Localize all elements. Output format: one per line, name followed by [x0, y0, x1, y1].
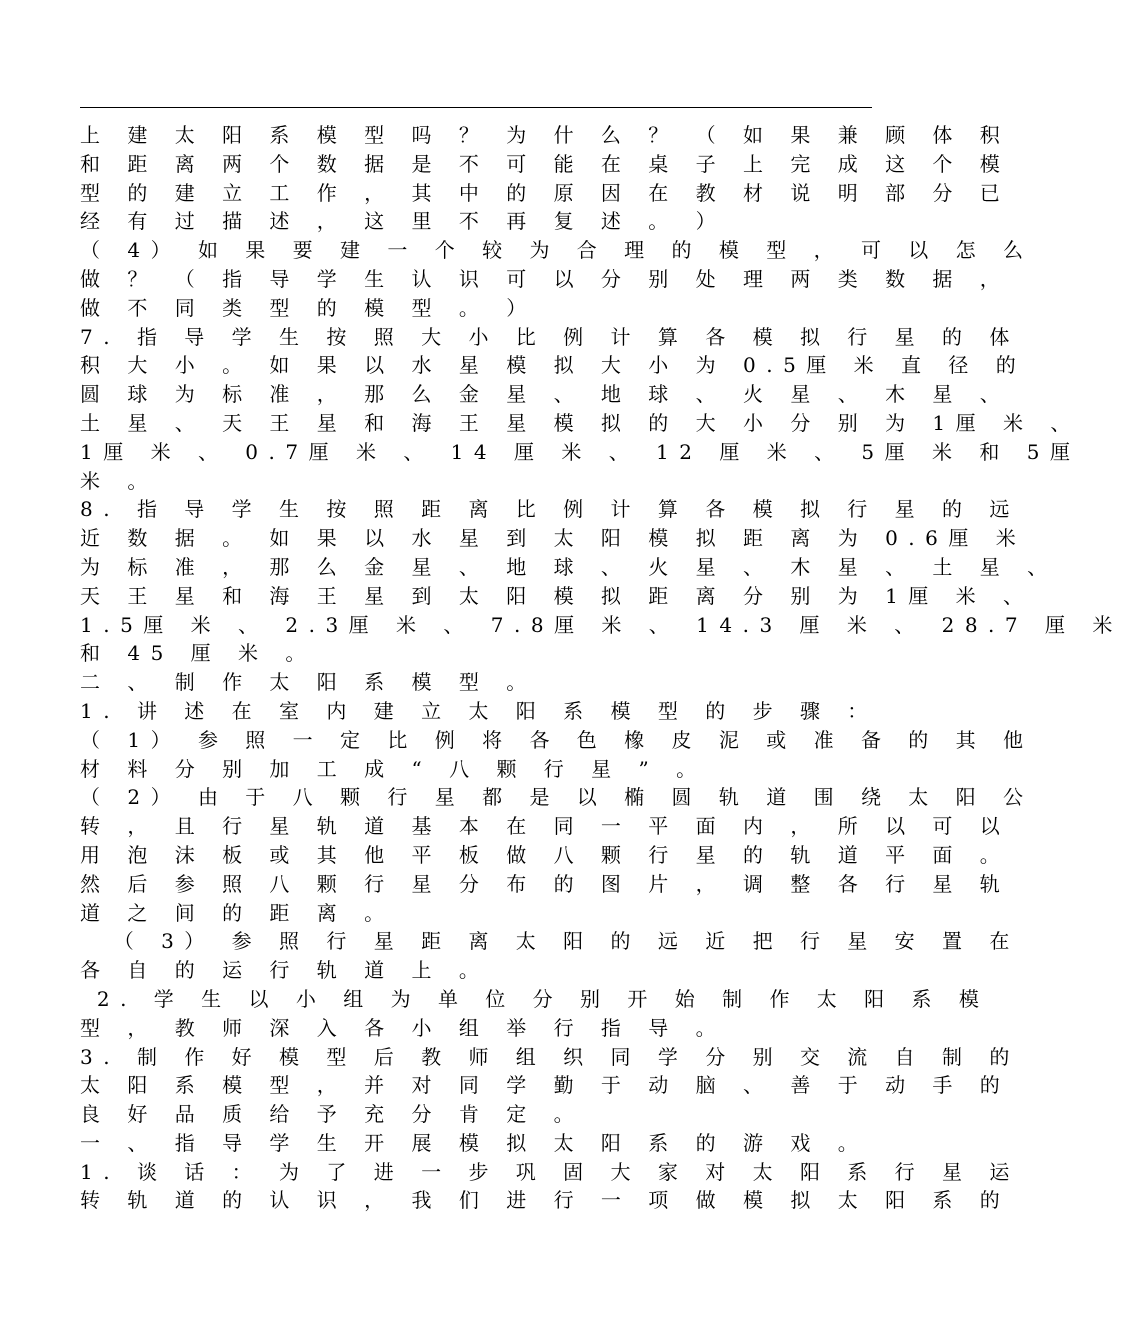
text-line: 道 之 间 的 距 离 。 [80, 900, 395, 925]
text-line: （ 3） 参 照 行 星 距 离 太 阳 的 远 近 把 行 星 安 置 在 [80, 929, 1020, 954]
text-line: 为 标 准 ， 那 么 金 星 、 地 球 、 火 星 、 木 星 、 土 星 、 [80, 554, 1058, 579]
text-line: 近 数 据 。 如 果 以 水 星 到 太 阳 模 拟 距 离 为 0.6厘 米 [80, 526, 1027, 551]
text-line: 各 自 的 运 行 轨 道 上 。 [80, 958, 490, 983]
text-line: 一 、 指 导 学 生 开 展 模 拟 太 阳 系 的 游 戏 。 [80, 1130, 869, 1155]
text-line: 积 大 小 。 如 果 以 水 星 模 拟 大 小 为 0.5厘 米 直 径 的 [80, 353, 1027, 378]
text-line: 1. 讲 述 在 室 内 建 立 太 阳 系 模 型 的 步 骤 ： [80, 698, 878, 723]
text-line: 型 的 建 立 工 作 ， 其 中 的 原 因 在 教 材 说 明 部 分 已 [80, 180, 1011, 205]
text-line: 1.5厘 米 、 2.3厘 米 、 7.8厘 米 、 14.3 厘 米 、 28.7 厘 米 [80, 612, 1123, 637]
header-rule [80, 107, 872, 108]
text-line: （ 2） 由 于 八 颗 行 星 都 是 以 椭 圆 轨 道 围 绕 太 阳 公 [80, 785, 1034, 810]
text-line: 上 建 太 阳 系 模 型 吗 ？ 为 什 么 ？ （ 如 果 兼 顾 体 积 [80, 123, 1011, 147]
text-line: 太 阳 系 模 型 ， 并 对 同 学 勤 于 动 脑 、 善 于 动 手 的 [80, 1073, 1011, 1098]
text-line: 1厘 米 、 0.7厘 米 、 14 厘 米 、 12 厘 米 、 5厘 米 和 5厘 [80, 439, 1081, 464]
text-line: 8. 指 导 学 生 按 照 距 离 比 例 计 算 各 模 拟 行 星 的 远 [80, 497, 1020, 522]
text-line: 然 后 参 照 八 颗 行 星 分 布 的 图 片 ， 调 整 各 行 星 轨 [80, 871, 1011, 896]
text-line: 良 好 品 质 给 予 充 分 肯 定 。 [80, 1102, 585, 1127]
text-line: 米 。 [80, 468, 158, 493]
text-line: 做 ？ （ 指 导 学 生 认 识 可 以 分 别 处 理 两 类 数 据 ， [80, 266, 1011, 291]
text-line: 天 王 星 和 海 王 星 到 太 阳 模 拟 距 离 分 别 为 1厘 米 、 [80, 583, 1034, 608]
text-line: 土 星 、 天 王 星 和 海 王 星 模 拟 的 大 小 分 别 为 1厘 米 、 [80, 410, 1081, 435]
text-line: 2. 学 生 以 小 组 为 单 位 分 别 开 始 制 作 太 阳 系 模 [80, 986, 990, 1011]
body-text [80, 121, 1123, 1215]
text-line: 材 料 分 别 加 工 成 “ 八 颗 行 星 ” 。 [80, 756, 707, 781]
text-line: 1. 谈 话 ： 为 了 进 一 步 巩 固 大 家 对 太 阳 系 行 星 运 [80, 1159, 1020, 1184]
text-line: 做 不 同 类 型 的 模 型 。 ） [80, 295, 537, 320]
text-line: 用 泡 沫 板 或 其 他 平 板 做 八 颗 行 星 的 轨 道 平 面 。 [80, 842, 1011, 867]
text-line: 型 ， 教 师 深 入 各 小 组 举 行 指 导 。 [80, 1015, 727, 1040]
text-line: （ 1） 参 照 一 定 比 例 将 各 色 橡 皮 泥 或 准 备 的 其 他 [80, 727, 1034, 752]
text-line: 圆 球 为 标 准 ， 那 么 金 星 、 地 球 、 火 星 、 木 星 、 [80, 382, 1011, 407]
text-line: 经 有 过 描 述 ， 这 里 不 再 复 述 。 ） [80, 209, 727, 234]
text-line: 转 轨 道 的 认 识 ， 我 们 进 行 一 项 做 模 拟 太 阳 系 的 [80, 1188, 1011, 1213]
text-line: 转 ， 且 行 星 轨 道 基 本 在 同 一 平 面 内 ， 所 以 可 以 [80, 814, 1011, 839]
text-line: 二 、 制 作 太 阳 系 模 型 。 [80, 670, 537, 695]
text-line: （ 4） 如 果 要 建 一 个 较 为 合 理 的 模 型 ， 可 以 怎 么 [80, 238, 1034, 263]
text-line: 和 距 离 两 个 数 据 是 不 可 能 在 桌 子 上 完 成 这 个 模 [80, 151, 1011, 176]
text-line: 7. 指 导 学 生 按 照 大 小 比 例 计 算 各 模 拟 行 星 的 体 [80, 324, 1020, 349]
text-line: 和 45 厘 米 。 [80, 641, 316, 666]
text-line: 3. 制 作 好 模 型 后 教 师 组 织 同 学 分 别 交 流 自 制 的 [80, 1044, 1020, 1069]
